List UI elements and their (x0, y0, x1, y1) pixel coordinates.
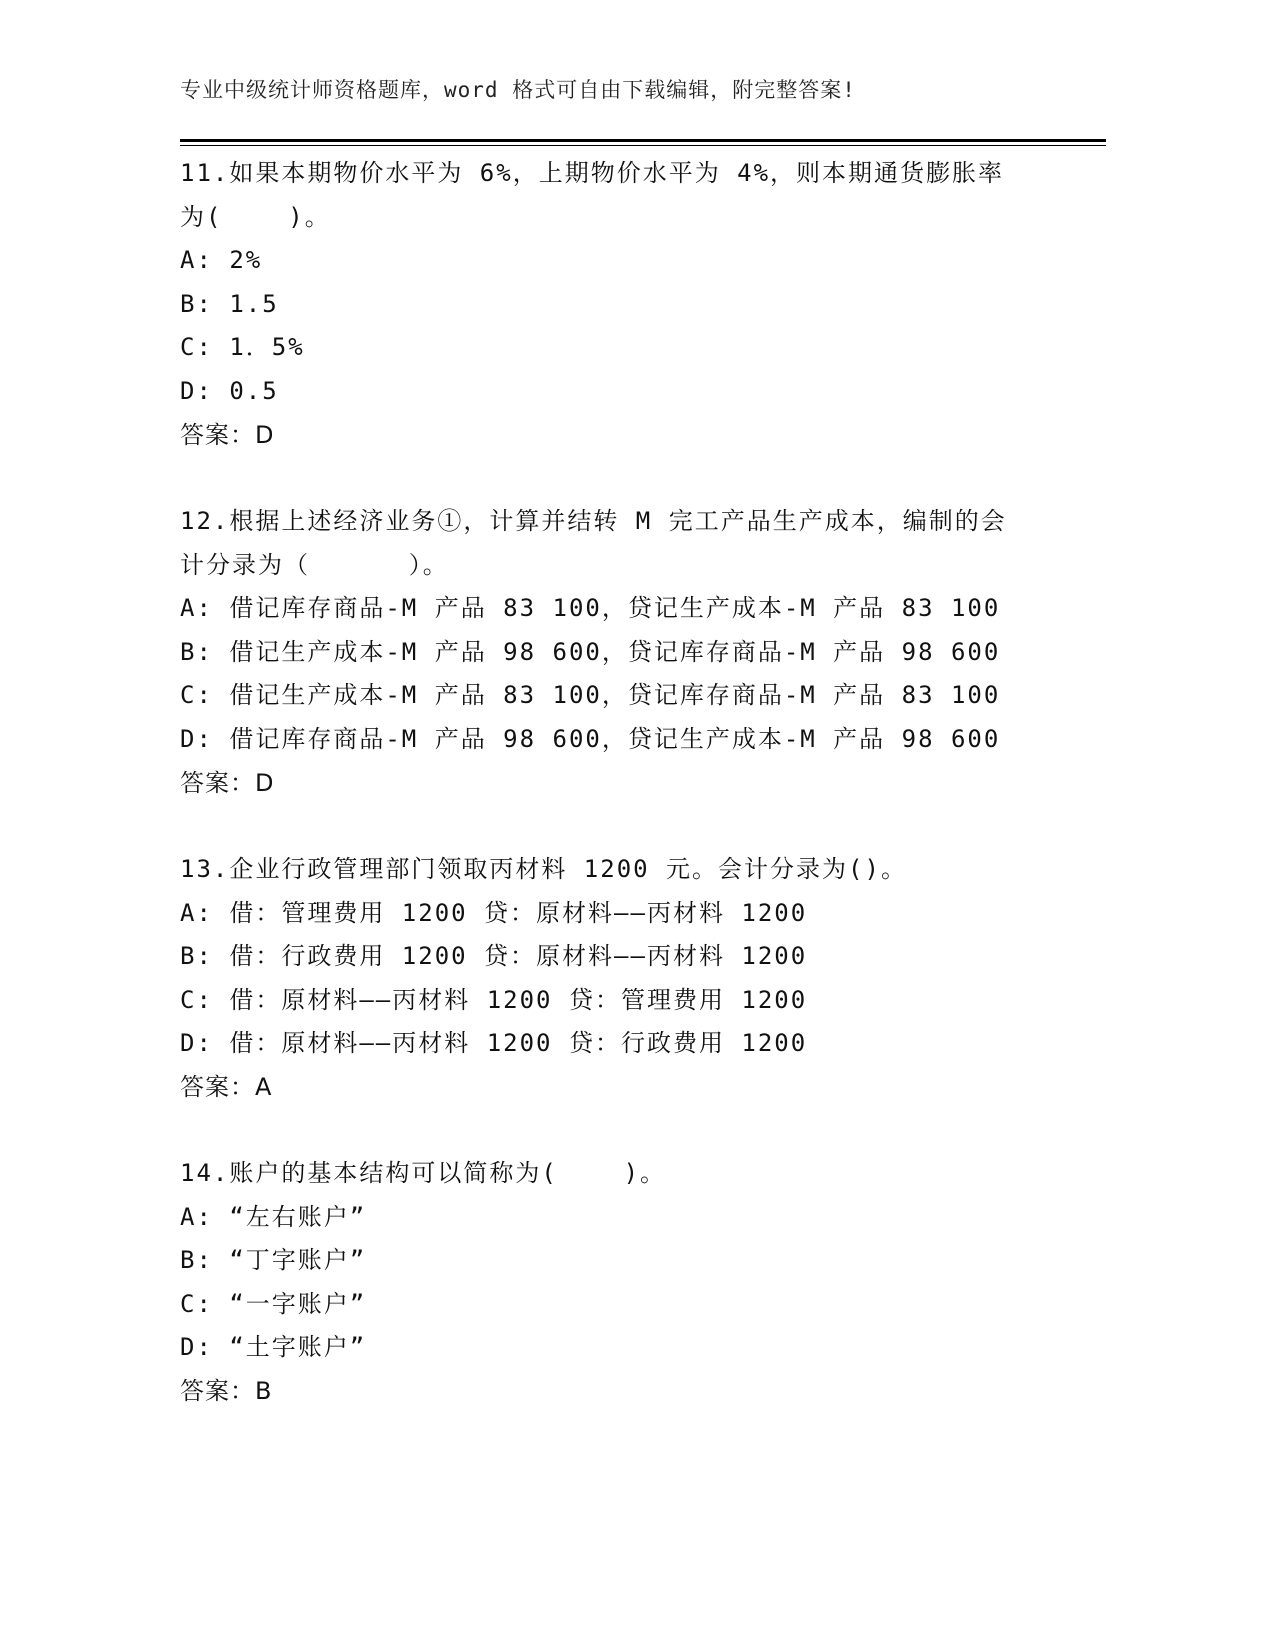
question-answer: 答案：A (180, 1073, 273, 1101)
header-rule-thin (180, 145, 1106, 146)
question-option: D: 借记库存商品-M 产品 98 600，贷记生产成本-M 产品 98 600 (180, 725, 1001, 753)
question-answer: 答案：D (180, 421, 275, 449)
question-option: B: 借记生产成本-M 产品 98 600，贷记库存商品-M 产品 98 600 (180, 638, 1001, 666)
question-option: C: “一字账户” (180, 1290, 367, 1318)
question-option: C: 借记生产成本-M 产品 83 100，贷记库存商品-M 产品 83 100 (180, 681, 1001, 709)
question-answer: 答案：B (180, 1377, 273, 1405)
question-option: D: “土字账户” (180, 1333, 367, 1361)
question-option: D: 0.5 (180, 377, 279, 405)
question-option: A: 借：管理费用 1200 贷：原材料——丙材料 1200 (180, 899, 808, 927)
question-stem: 计分录为（ ）。 (180, 551, 449, 579)
question-option: A: 借记库存商品-M 产品 83 100，贷记生产成本-M 产品 83 100 (180, 594, 1001, 622)
question-option: D: 借：原材料——丙材料 1200 贷：行政费用 1200 (180, 1029, 808, 1057)
question-option: A: “左右账户” (180, 1203, 367, 1231)
question-option: B: 借：行政费用 1200 贷：原材料——丙材料 1200 (180, 942, 808, 970)
question-stem: 13.企业行政管理部门领取丙材料 1200 元。会计分录为()。 (180, 855, 907, 883)
header-rule-thick (180, 139, 1106, 142)
question-option: C: 借：原材料——丙材料 1200 贷：管理费用 1200 (180, 986, 808, 1014)
question-stem: 11.如果本期物价水平为 6%，上期物价水平为 4%，则本期通货膨胀率 (180, 159, 1005, 187)
question-answer: 答案：D (180, 769, 275, 797)
question-option: B: 1.5 (180, 290, 279, 318)
question-option: A: 2% (180, 246, 263, 274)
question-option: B: “丁字账户” (180, 1246, 367, 1274)
question-stem: 为( )。 (180, 203, 331, 231)
question-stem: 14.账户的基本结构可以简称为( )。 (180, 1159, 667, 1187)
page-header: 专业中级统计师资格题库，word 格式可自由下载编辑，附完整答案! (180, 78, 856, 102)
question-stem: 12.根据上述经济业务①，计算并结转 M 完工产品生产成本，编制的会 (180, 507, 1007, 535)
question-option: C: 1．5% (180, 333, 305, 361)
